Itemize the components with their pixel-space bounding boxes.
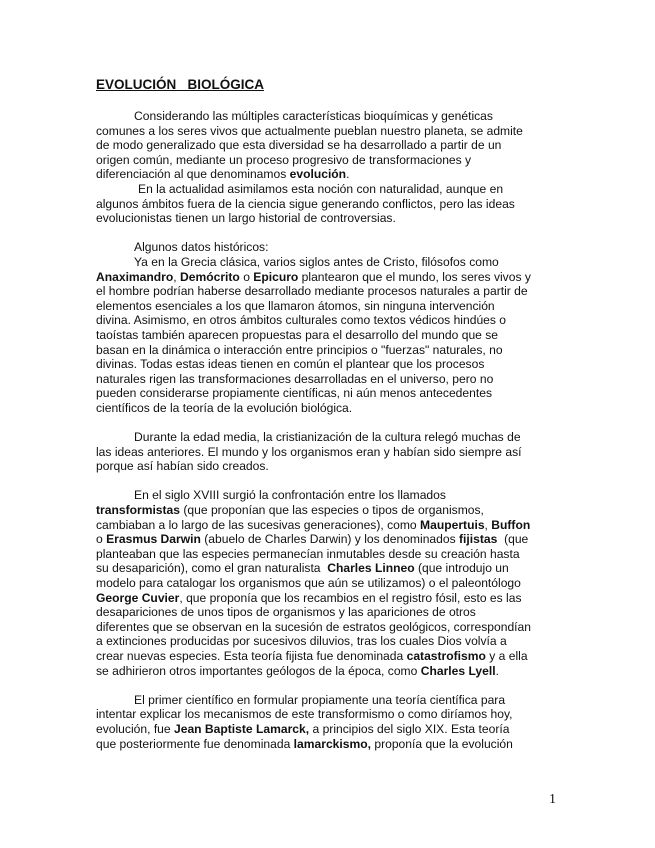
text-run: a principios del siglo XIX. Esta teoría bbox=[309, 721, 510, 736]
name-charles-lyell: Charles Lyell bbox=[420, 663, 496, 678]
paragraph-xviii-century bbox=[96, 488, 574, 678]
name-epicuro: Epicuro bbox=[253, 269, 299, 284]
text-run: (que proponían que las especies o tipos de organismos, bbox=[180, 503, 484, 518]
text-run: y a ella bbox=[485, 648, 528, 663]
text-line: modelo para catalogar los organismos que aún se utilizamos) o el paleontólogo bbox=[96, 576, 521, 590]
name-erasmus-darwin: Erasmus Darwin bbox=[106, 532, 201, 547]
text-run: se adhirieron otros importantes geólogos de la época, como bbox=[96, 663, 421, 678]
text-run: cambiaban a lo largo de las sucesivas generaciones), como bbox=[96, 517, 421, 532]
text-run: . bbox=[346, 167, 350, 182]
name-maupertuis: Maupertuis bbox=[420, 517, 485, 532]
term-fijistas: fijistas bbox=[459, 532, 498, 547]
text-line: divina. Asimismo, en otros ámbitos culturales como textos védicos hindúes o bbox=[96, 313, 507, 328]
text-line bbox=[96, 167, 574, 182]
text-line bbox=[96, 270, 574, 285]
name-charles-linneo: Charles Linneo bbox=[327, 561, 415, 576]
text-run: (que bbox=[497, 532, 529, 547]
text-run: proponía que la evolución bbox=[370, 736, 513, 751]
text-line: basan en la dinámica o interacción entre principios o "fuerzas" naturales, no bbox=[96, 342, 503, 357]
text-line: a extinciones producidas por sucesivos diluvios, tras los cuales Dios volvía a bbox=[96, 634, 507, 649]
text-line bbox=[96, 722, 574, 737]
text-run: , bbox=[484, 517, 492, 532]
text-line: Durante la edad media, la cristianización de la cultura relegó muchas de bbox=[134, 430, 521, 445]
text-run: . bbox=[495, 663, 499, 678]
text-line bbox=[96, 649, 574, 664]
paragraph-history bbox=[96, 240, 574, 415]
term-catastrofismo: catastrofismo bbox=[406, 648, 486, 663]
term-evolucion: evolución bbox=[289, 167, 347, 182]
text-line: porque así habían sido creados. bbox=[96, 459, 269, 474]
text-line: planteaban que las especies permanecían inmutables desde su creación hasta bbox=[96, 546, 520, 561]
text-run: , que proponía que los recambios en el registro fósil, esto es las bbox=[179, 590, 522, 605]
text-line: En el siglo XVIII surgió la confrontación entre los llamados bbox=[134, 488, 446, 503]
text-line: comunes a los seres vivos que actualmente pueblan nuestro planeta, se admite bbox=[96, 123, 523, 138]
text-line: origen común, mediante un proceso progresivo de transformaciones y bbox=[96, 152, 472, 167]
text-line bbox=[96, 518, 574, 533]
text-line: algunos ámbitos fuera de la ciencia sigue generando conflictos, pero las ideas bbox=[96, 196, 515, 211]
text-line: las ideas anteriores. El mundo y los organismos eran y habían sido siempre así bbox=[96, 444, 522, 459]
text-line: desapariciones de unos tipos de organismos y las apariciones de otros bbox=[96, 605, 476, 620]
name-buffon: Buffon bbox=[491, 517, 531, 532]
text-run: (que introdujo un bbox=[414, 561, 509, 576]
text-line: En la actualidad asimilamos esta noción con naturalidad, aunque en bbox=[138, 181, 504, 196]
text-line: naturales rigen las transformaciones desarrolladas en el universo, pero no bbox=[96, 371, 494, 386]
text-run: , bbox=[173, 269, 181, 284]
text-run: (abuelo de Charles Darwin) y los denominados bbox=[200, 532, 460, 547]
text-line bbox=[96, 503, 574, 518]
section-heading: Algunos datos históricos: bbox=[134, 240, 269, 255]
text-run: su desaparición), como el gran naturalista bbox=[96, 561, 328, 576]
paragraph-lamarck bbox=[96, 693, 574, 751]
text-line: pueden considerarse propiamente científicas, ni aún menos antecedentes bbox=[96, 386, 492, 401]
text-line: El primer científico en formular propiamente una teoría científica para bbox=[134, 692, 506, 707]
term-lamarckismo: lamarckismo, bbox=[293, 736, 371, 751]
text-line: Ya en la Grecia clásica, varios siglos antes de Cristo, filósofos como bbox=[134, 254, 499, 269]
document-body bbox=[96, 109, 574, 751]
name-lamarck: Jean Baptiste Lamarck, bbox=[174, 721, 310, 736]
paragraph-middle-ages bbox=[96, 430, 574, 474]
text-line: el hombre podrían haberse desarrollado mediante procesos naturales a partir de bbox=[96, 284, 528, 299]
text-line bbox=[96, 532, 574, 547]
page-number: 1 bbox=[549, 792, 556, 807]
paragraph-controversy bbox=[96, 182, 574, 226]
text-line bbox=[96, 591, 574, 606]
text-run: crear nuevas especies. Esta teoría fijista fue denominada bbox=[96, 648, 407, 663]
name-democrito: Demócrito bbox=[180, 269, 240, 284]
text-line: evolucionistas tienen un largo historial de controversias. bbox=[96, 211, 396, 226]
text-run: evolución, fue bbox=[96, 721, 174, 736]
term-transformistas: transformistas bbox=[96, 503, 181, 518]
text-line: científicos de la teoría de la evolución biológica. bbox=[96, 400, 353, 415]
text-line bbox=[96, 561, 574, 576]
text-line bbox=[96, 664, 574, 679]
text-line: Considerando las múltiples características bioquímicas y genéticas bbox=[134, 109, 493, 123]
text-run: diferenciación al que denominamos bbox=[96, 167, 290, 182]
text-line: de modo generalizado que esta diversidad se ha desarrollado a partir de un bbox=[96, 138, 502, 153]
text-line: elementos esenciales a los que llamaron átomos, sin ninguna intervención bbox=[96, 298, 495, 313]
paragraph-intro bbox=[96, 109, 574, 182]
text-line bbox=[96, 737, 574, 752]
name-anaximandro: Anaximandro bbox=[96, 269, 174, 284]
text-run: o bbox=[96, 532, 107, 547]
text-line: intentar explicar los mecanismos de este transformismo o como diríamos hoy, bbox=[96, 707, 513, 722]
text-line: taoístas también aparecen propuestas para el desarrollo del mundo que se bbox=[96, 327, 499, 342]
document-title: EVOLUCIÓN BIOLÓGICA bbox=[96, 77, 265, 92]
name-george-cuvier: George Cuvier bbox=[96, 590, 180, 605]
text-line: divinas. Todas estas ideas tienen en común el plantear que los procesos bbox=[96, 357, 485, 372]
text-run: que posteriormente fue denominada bbox=[96, 736, 294, 751]
text-run: plantearon que el mundo, los seres vivos y bbox=[298, 269, 531, 284]
text-line: diferentes que se observan en la sucesión de estratos geológicos, correspondían bbox=[96, 619, 531, 634]
text-run: o bbox=[239, 269, 254, 284]
